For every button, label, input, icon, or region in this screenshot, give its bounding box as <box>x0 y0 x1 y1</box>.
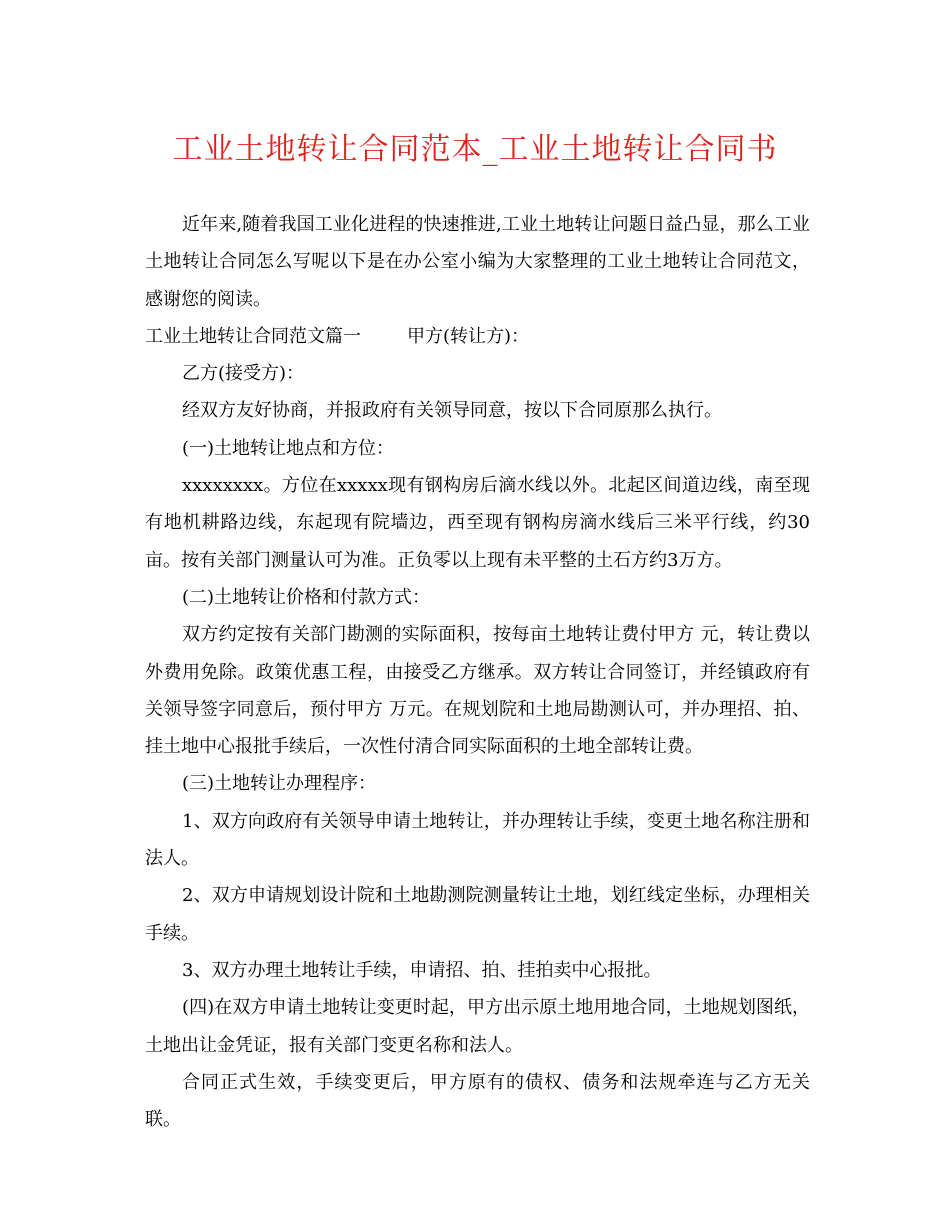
party-b-label: 乙方(接受方)： <box>182 363 305 385</box>
party-a-label: 甲方(转让方)： <box>407 325 530 347</box>
section-3-item-1: 1、双方向政府有关领导申请土地转让，并办理转让手续，变更土地名称注册和法人。 <box>145 810 810 870</box>
section-4-text: (四)在双方申请土地转让变更时起，甲方出示原土地用地合同，土地规划图纸，土地出让金凭证，报有关部门变更名称和法人。 <box>145 997 810 1056</box>
section-2-text: 双方约定按有关部门勘测的实际面积，按每亩土地转让费付甲方 元，转让费以外费用免除。政策优惠工程，由接受乙方继承。双方转让合同签订，并经镇政府有关领导签字同意后，预付甲方 万元。在规划院和土地局勘测认可，并办理招、拍、挂土地中心报批手续后，一次性付清合同实际面积的土地全部转让费。 <box>145 624 810 758</box>
section-1-title: (一)土地转让地点和方位： <box>182 437 395 459</box>
closing-paragraph: 合同正式生效，手续变更后，甲方原有的债权、债务和法规牵连与乙方无关联。 <box>145 1071 810 1131</box>
document-title: 工业土地转让合同范本_工业土地转让合同书 <box>172 132 778 167</box>
preamble-paragraph: 经双方友好协商，并报政府有关领导同意，按以下合同原那么执行。 <box>182 400 722 422</box>
intro-paragraph: 近年来,随着我国工业化进程的快速推进,工业土地转让问题日益凸显，那么工业土地转让合同怎么写呢以下是在办公室小编为大家整理的工业土地转让合同范文，感谢您的阅读。 <box>145 214 810 310</box>
section-3-item-2: 2、双方申请规划设计院和土地勘测院测量转让土地，划红线定坐标，办理相关手续。 <box>145 885 810 944</box>
sample-heading: 工业土地转让合同范文篇一 <box>145 325 361 347</box>
sample-heading-line <box>145 318 810 355</box>
section-2-title: (二)土地转让价格和付款方式： <box>182 586 431 608</box>
document-body <box>145 206 810 1138</box>
section-3-title: (三)土地转让办理程序： <box>182 773 377 795</box>
section-3-item-3: 3、双方办理土地转让手续，申请招、拍、挂拍卖中心报批。 <box>182 959 662 981</box>
section-1-text: xxxxxxxx。方位在xxxxx现有钢构房后滴水线以外。北起区间道边线，南至现有地机耕路边线，东起现有院墙边，西至现有钢构房滴水线后三米平行线，约30亩。按有关部门测量认可为准。正负零以上现有未平整的土石方约3万方。 <box>145 475 810 571</box>
